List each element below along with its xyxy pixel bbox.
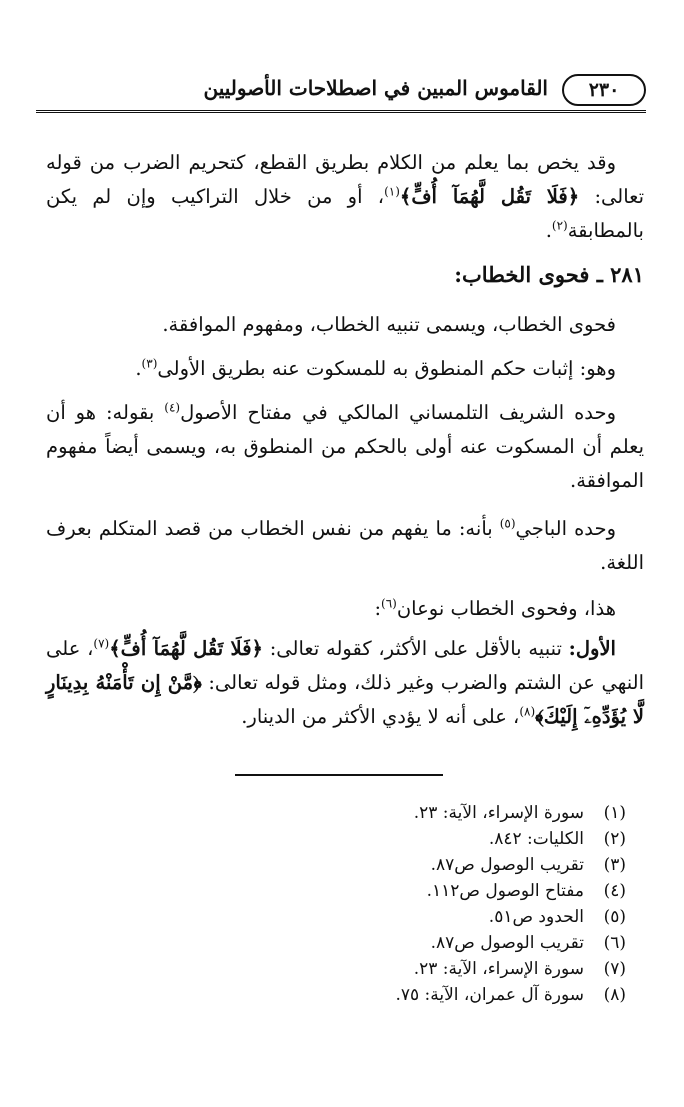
section-heading [46, 262, 644, 287]
section-title: فحوى الخطاب: [454, 262, 590, 287]
intro-text: ، أو من خلال التراكيب وإن لم يكن [46, 185, 385, 208]
footnote [66, 930, 626, 956]
paragraph-text: ، على النهي عن الشتم والضرب وغير ذلك، ومثل قوله تعالى: [46, 637, 644, 694]
header-rule [36, 110, 646, 113]
footnote-ref: (٧) [93, 636, 110, 651]
intro-paragraph [46, 146, 644, 248]
paragraph-text: : [374, 597, 382, 620]
intro-text: . [545, 219, 552, 242]
section-number: ٢٨١ ـ [596, 262, 644, 287]
footnote-ref: (١) [384, 184, 400, 199]
footnote-number: (٢) [603, 829, 626, 849]
quran-quote: ﴿مَّنْ إِن تَأْمَنْهُ بِدِينَارٍ لَّا يُؤَدِّهِۦٓ إِلَيْكَ﴾ [46, 671, 644, 728]
footnote [66, 982, 626, 1008]
running-title: القاموس المبين في اصطلاحات الأصوليين [203, 76, 548, 100]
paragraph-text: بأنه: ما يفهم من نفس الخطاب من قصد المتكلم بعرف اللغة. [46, 517, 644, 574]
footnote-number: (٤) [603, 881, 626, 901]
footnote-ref: (٤) [164, 400, 181, 415]
page-header [36, 70, 646, 110]
quran-quote: ﴿فَلَا تَقُل لَّهُمَآ أُفٍّ﴾ [399, 185, 580, 208]
footnote [66, 904, 626, 930]
paragraph-text: وحده الشريف التلمساني المالكي في مفتاح الأصول [180, 401, 617, 424]
intro-line-1: وقد يخص بما يعلم من الكلام بطريق القطع، كتحريم الضرب من قوله [46, 151, 616, 174]
paragraph-4 [46, 512, 644, 580]
footnote-number: (١) [603, 803, 626, 823]
paragraph-6 [46, 632, 644, 734]
paragraph-1: فحوى الخطاب، ويسمى تنبيه الخطاب، ومفهوم الموافقة. [162, 313, 616, 336]
footnote-text: مفتاح الوصول ص١١٢. [426, 881, 584, 901]
intro-label: تعالى: [594, 185, 645, 208]
footnote-ref: (٨) [519, 704, 536, 719]
paragraph-text: تنبيه بالأقل على الأكثر، كقوله تعالى: [269, 637, 562, 660]
footnote-text: الكليات: ٨٤٢. [488, 829, 584, 849]
paragraph-5 [46, 592, 644, 626]
footnote-number: (٦) [603, 933, 626, 953]
footnote-number: (٥) [603, 907, 626, 927]
footnote-ref: (٣) [141, 356, 158, 371]
item-label: الأول: [568, 637, 616, 660]
footnote [66, 800, 626, 826]
intro-text: بالمطابقة [567, 219, 644, 242]
paragraph-2 [46, 352, 644, 386]
footnote [66, 956, 626, 982]
footnote [66, 826, 626, 852]
paragraph-text: وحده الباجي [515, 517, 616, 540]
footnote-ref: (٥) [499, 516, 516, 531]
footnote-number: (٨) [603, 985, 626, 1005]
paragraph-text: بقوله: هو أن يعلم أن المسكوت عنه أولى بالحكم من المنطوق به، ويسمى أيضاً مفهوم الموافقة. [46, 401, 644, 492]
paragraph-text: ، على أنه لا يؤدي الأكثر من الدينار. [241, 705, 520, 728]
footnote-text: تقريب الوصول ص٨٧. [430, 933, 584, 953]
paragraph-text: وهو: إثبات حكم المنطوق به للمسكوت عنه بطريق الأولى [157, 357, 616, 380]
paragraph-3 [46, 396, 644, 498]
quran-quote: ﴿فَلَا تَقُل لَّهُمَآ أُفٍّ﴾ [109, 637, 263, 660]
footnote [66, 852, 626, 878]
footnote-text: سورة الإسراء، الآية: ٢٣. [413, 959, 584, 979]
footnote-ref: (٢) [551, 218, 568, 233]
page-number: ٢٣٠ [562, 74, 646, 106]
paragraph-text: هذا، وفحوى الخطاب نوعان [396, 597, 616, 620]
footnote-separator [235, 774, 443, 776]
footnotes-list [66, 800, 626, 1008]
footnote-number: (٧) [603, 959, 626, 979]
footnote-text: الحدود ص٥١. [488, 907, 584, 927]
footnote [66, 878, 626, 904]
footnote-text: تقريب الوصول ص٨٧. [430, 855, 584, 875]
footnote-text: سورة آل عمران، الآية: ٧٥. [395, 985, 584, 1005]
footnote-text: سورة الإسراء، الآية: ٢٣. [413, 803, 584, 823]
paragraph-text: . [135, 357, 142, 380]
footnote-number: (٣) [603, 855, 626, 875]
footnote-ref: (٦) [381, 596, 397, 611]
